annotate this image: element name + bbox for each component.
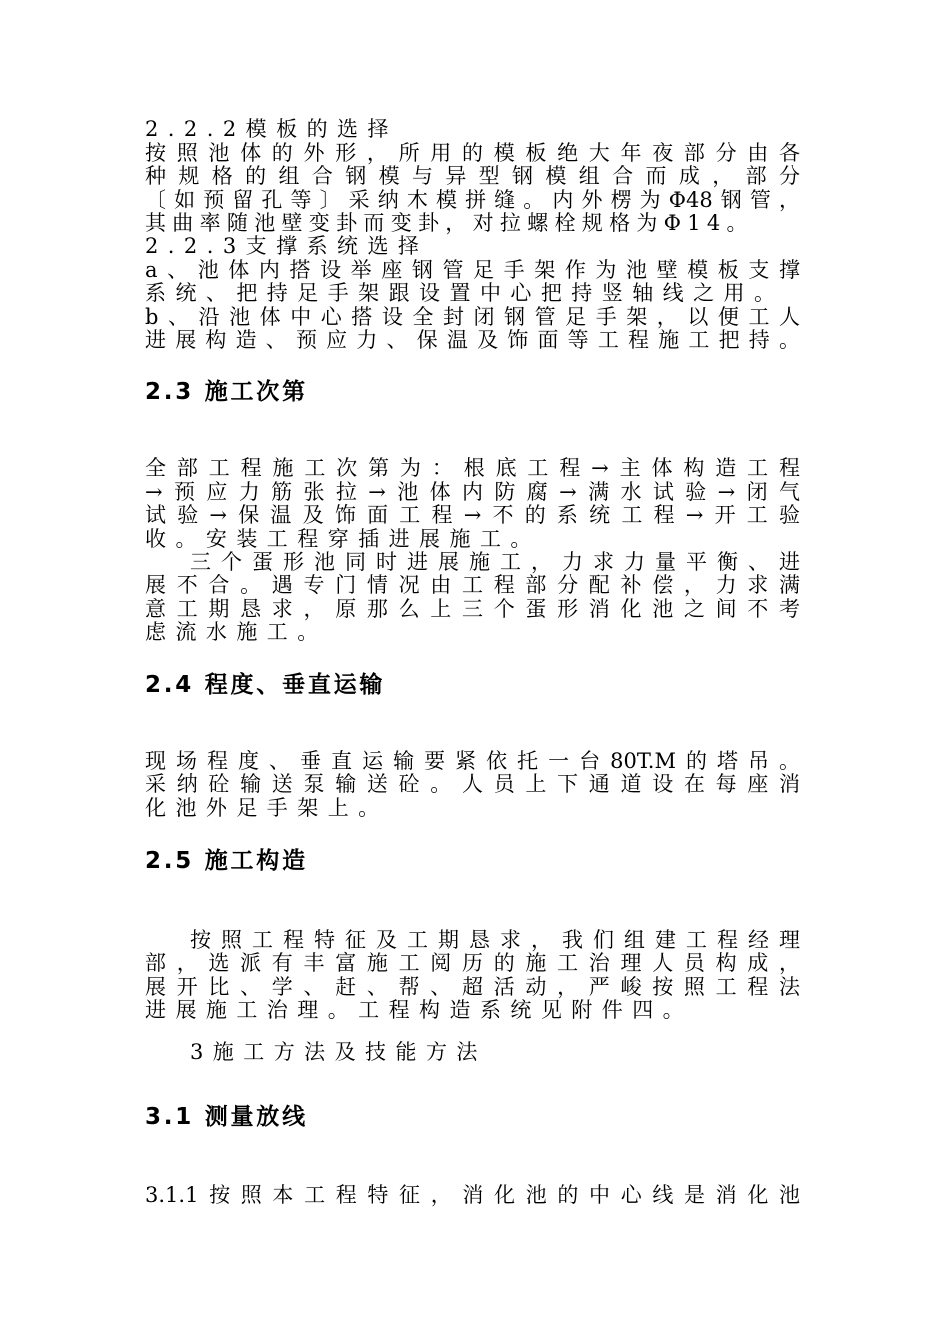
paragraph-line: b、沿池体中心搭设全封闭钢管足手架，以便工人 [145,305,800,329]
paragraph-line: 进展施工治理。工程构造系统见附件四。 [145,998,694,1022]
chapter-title-3: 3施工方法及技能方法 [190,1040,487,1064]
paragraph-line: →预应力筋张拉→池体内防腐→满水试验→闭气 [145,480,800,504]
paragraph-line: 按照工程特征及工期恳求，我们组建工程经理 [190,928,800,952]
paragraph-line: 三个蛋形池同时进展施工，力求力量平衡、进 [190,550,800,574]
paragraph-line: 全部工程施工次第为：根底工程→主体构造工程 [145,456,800,480]
section-heading-3-1: 3.1 测量放线 [145,1104,308,1130]
section-heading-2-4: 2.4 程度、垂直运输 [145,672,386,698]
paragraph-line: 〔如预留孔等〕采纳木模拼缝。内外楞为Φ48钢管， [145,188,800,212]
paragraph-line: 其曲率随池壁变卦而变卦，对拉螺栓规格为Φ14。 [145,211,754,235]
paragraph-line: 部，选派有丰富施工阅历的施工治理人员构成， [145,951,800,975]
paragraph-line: 化池外足手架上。 [145,796,389,820]
subsection-title-2-2-3: 2.2.3支撑系统选择 [145,234,429,258]
paragraph-line: 3.1.1按照本工程特征，消化池的中心线是消化池 [145,1183,800,1207]
paragraph-line: 按照池体的外形，所用的模板绝大年夜部分由各 [145,141,800,165]
paragraph-line: 展开比、学、赶、帮、超活动，严峻按照工程法 [145,975,800,999]
paragraph-line: 种规格的组合钢模与异型钢模组合而成，部分 [145,164,800,188]
paragraph-line: 收。安装工程穿插进展施工。 [145,527,541,551]
subsection-title-2-2-2: 2.2.2模板的选择 [145,117,398,141]
paragraph-line: 现场程度、垂直运输要紧依托一台80T.M的塔吊。 [145,749,800,773]
paragraph-line: 意工期恳求，原那么上三个蛋形消化池之间不考 [145,597,800,621]
paragraph-line: 系统、把持足手架跟设置中心把持竖轴线之用。 [145,281,785,305]
paragraph-line: 展不合。遇专门情况由工程部分配补偿，力求满 [145,573,800,597]
paragraph-line: 采纳砼输送泵输送砼。人员上下通道设在每座消 [145,772,800,796]
paragraph-line: 试验→保温及饰面工程→不的系统工程→开工验 [145,503,800,527]
section-heading-2-3: 2.3 施工次第 [145,379,308,405]
section-heading-2-5: 2.5 施工构造 [145,848,308,874]
paragraph-line: a、池体内搭设举座钢管足手架作为池壁模板支撑 [145,258,800,282]
paragraph-line: 进展构造、预应力、保温及饰面等工程施工把持。 [145,328,800,352]
paragraph-line: 虑流水施工。 [145,620,328,644]
